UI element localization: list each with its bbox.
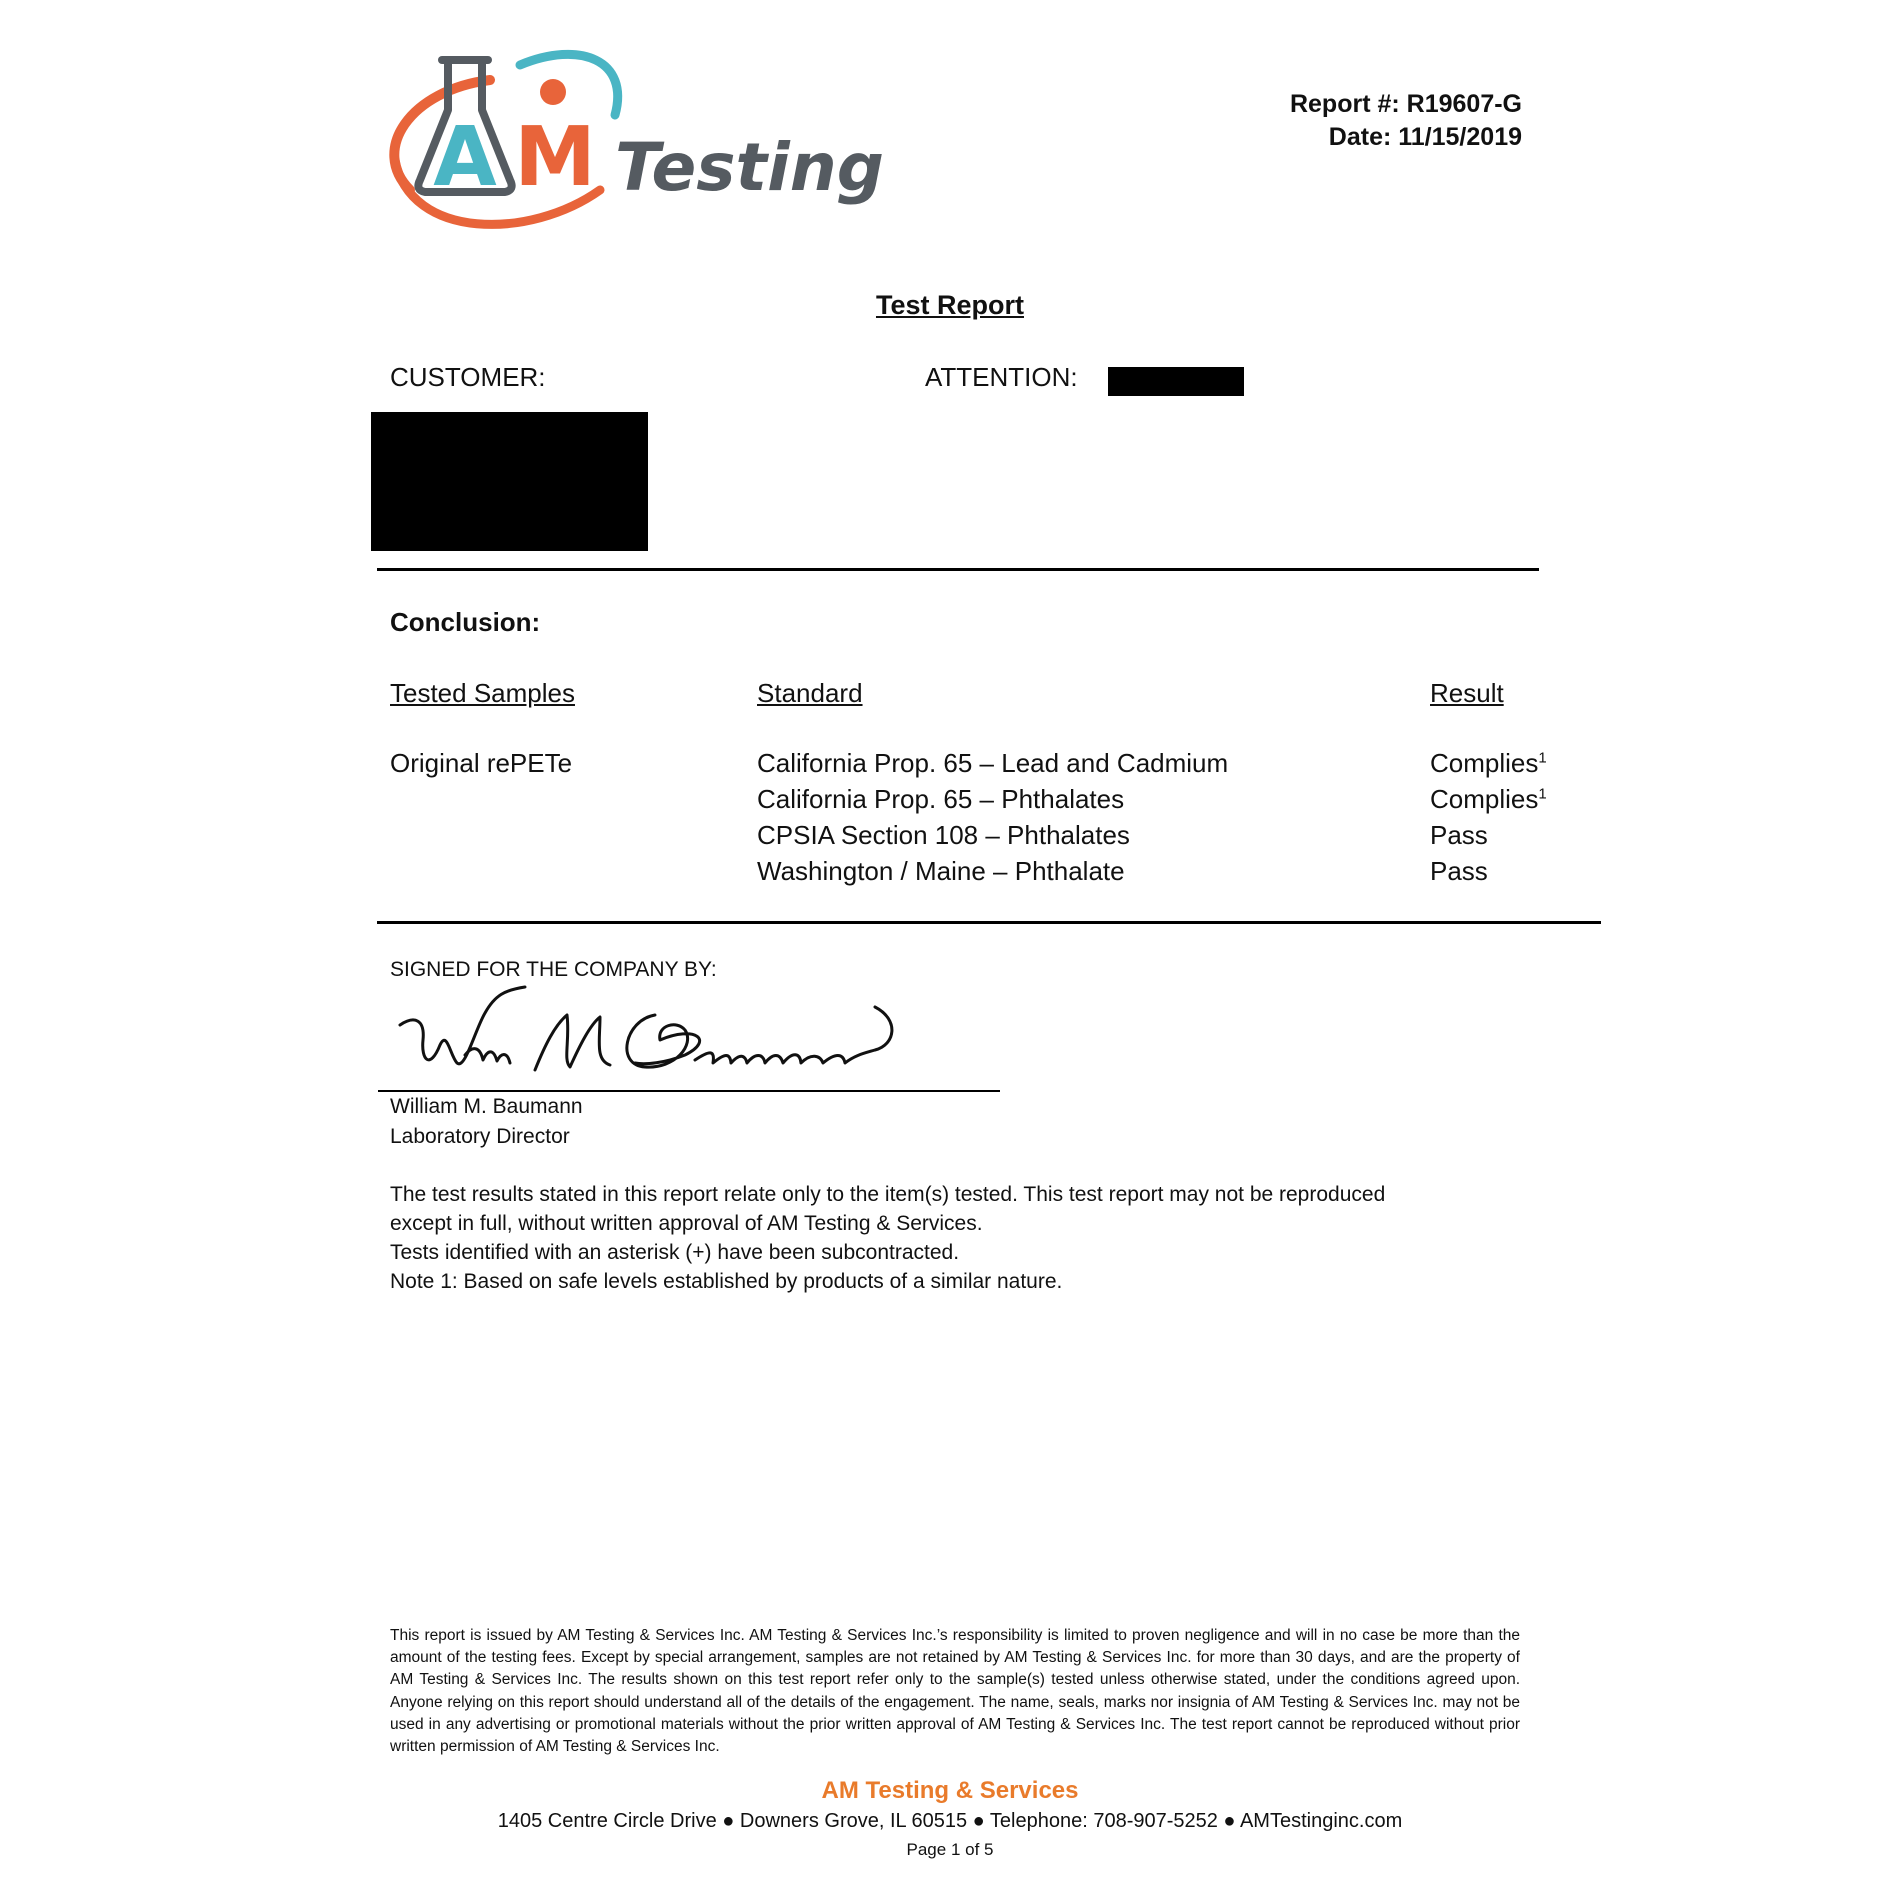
tested-sample: Original rePETe [390, 748, 573, 778]
signer-name: William M. Baumann [390, 1095, 583, 1118]
svg-text:M: M [514, 110, 596, 205]
signed-label: SIGNED FOR THE COMPANY BY: [390, 958, 717, 981]
header-tested-samples: Tested Samples [390, 678, 575, 708]
disclaimer [390, 1180, 1540, 1296]
svg-text:Testing: Testing [615, 129, 884, 206]
report-meta [1290, 88, 1522, 154]
footer-address: 1405 Centre Circle Drive ● Downers Grove, IL 60515 ● Telephone: 708-907-5252 ● AMTestinginc.com [497, 1810, 1403, 1832]
standard-row: CPSIA Section 108 – Phthalates [757, 820, 1130, 850]
standards-list [757, 745, 1228, 889]
attention-label: ATTENTION: [925, 362, 1078, 392]
result-row: Complies$^1$ [1430, 784, 1547, 814]
handwritten-signature [395, 985, 995, 1085]
standard-row: California Prop. 65 – Lead and Cadmium [757, 748, 1229, 778]
standard-row: California Prop. 65 – Phthalates [757, 784, 1125, 814]
footnote-marker: 1 [1538, 749, 1547, 767]
disclaimer-line: Note 1: Based on safe levels established by products of a similar nature. [390, 1270, 1063, 1293]
signer-role: Laboratory Director [390, 1125, 570, 1148]
signer-block [390, 1092, 583, 1152]
report-title: Test Report [875, 290, 1024, 320]
svg-text:A: A [433, 110, 497, 205]
report-number: Report #: R19607-G [1289, 90, 1522, 118]
footer-company: AM Testing & Services [821, 1777, 1079, 1804]
customer-redaction [371, 412, 648, 551]
result-row: Complies$^1$ [1430, 748, 1547, 778]
disclaimer-line: except in full, without written approval of AM Testing & Services. [390, 1212, 983, 1235]
legal-fine-print: This report is issued by AM Testing & Services Inc. AM Testing & Services Inc.’s responsibility is limited to proven negligence and will in no case be more than the amount of the testing fees. Except by special arrangement, samples are not retained by AM Testing & Services Inc. for more than 30 days, and are the property of AM Testing & Services Inc. The results shown on this test report refer only to the sample(s) tested unless otherwise stated, under the conditions agreed upon. Anyone relying on this report should understand all of the details of the engagement. The name, seals, marks nor insignia of AM Testing & Services Inc. may not be used in any advertising or promotional materials without the prior written approval of AM Testing & Services Inc. The test report cannot be reproduced without prior written permission of AM Testing & Services Inc. [390, 1627, 1520, 1756]
result-row: Pass [1430, 856, 1488, 886]
header-standard: Standard [757, 678, 863, 708]
conclusion-heading: Conclusion: [390, 607, 541, 637]
attention-redaction [1108, 367, 1244, 396]
bottom-divider [377, 921, 1601, 924]
page-number: Page 1 of 5 [906, 1840, 994, 1859]
standard-row: Washington / Maine – Phthalate [757, 856, 1125, 886]
footnote-marker: 1 [1538, 785, 1547, 803]
report-date: Date: 11/15/2019 [1328, 123, 1522, 151]
header-result: Result [1430, 678, 1504, 708]
result-row: Pass [1430, 820, 1488, 850]
top-divider [377, 568, 1539, 571]
customer-label: CUSTOMER: [390, 362, 546, 392]
disclaimer-line: Tests identified with an asterisk (+) have been subcontracted. [390, 1241, 960, 1264]
am-testing-logo [370, 40, 884, 240]
disclaimer-line: The test results stated in this report relate only to the item(s) tested. This test report may not be reproduced [390, 1183, 1386, 1206]
results-list [1430, 745, 1547, 889]
